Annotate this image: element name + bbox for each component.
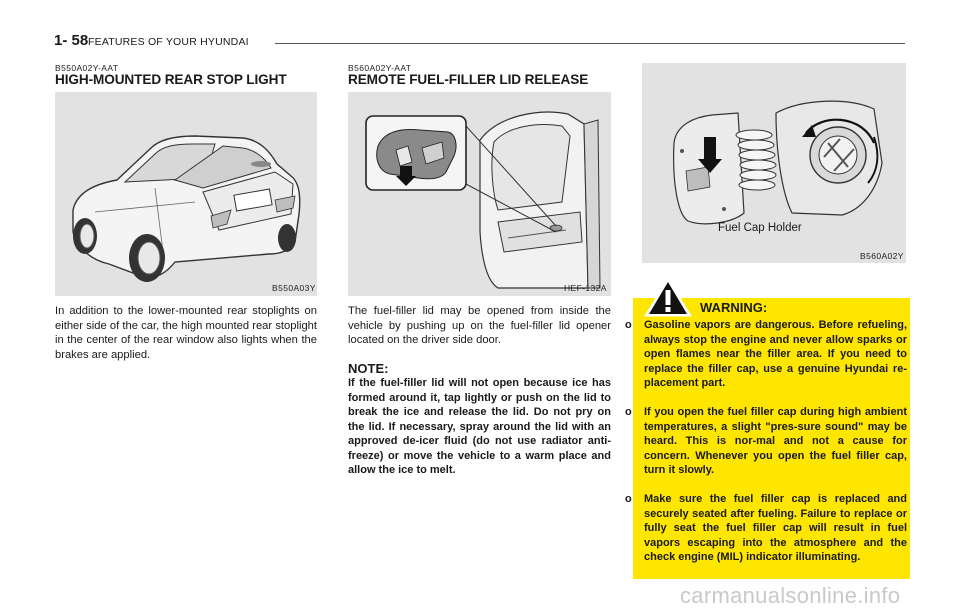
warning-bullet: o bbox=[625, 406, 632, 418]
car-rear-illustration bbox=[55, 92, 317, 296]
section-title: FEATURES OF YOUR HYUNDAI bbox=[88, 36, 249, 48]
fuel-lid-release-figure bbox=[348, 92, 611, 296]
middle-section-code: B560A02Y-AAT bbox=[348, 63, 412, 73]
left-figure-code: B550A03Y bbox=[272, 283, 316, 293]
warning-bullet: o bbox=[625, 319, 632, 331]
warning-title: WARNING: bbox=[700, 300, 768, 315]
warning-item: o Gasoline vapors are dangerous. Before refueling, always stop the engine and never allow sparks or open flames near the filler area. If you need to replace the filler cap, use a genuine Hyundai re-placement part. bbox=[625, 319, 907, 389]
left-section-code: B550A02Y-AAT bbox=[55, 63, 119, 73]
door-panel-illustration bbox=[348, 92, 611, 296]
warning-item: o Make sure the fuel filler cap is replaced and securely seated after fueling. Failure to replace or fully seat the fuel filler cap will result in fuel vapors escaping into the atmosphere and the check engine (MIL) indicator illuminating. bbox=[625, 493, 907, 563]
warning-bullet: o bbox=[625, 493, 632, 505]
note-body: If the fuel-filler lid will not open because ice has formed around it, tap lightly or push on the lid to break the ice and release the lid. Do not pry on the lid. If necessary, spray around the lid with an approved de-icer fluid (do not use radiator anti-freeze) or move the vehicle to a warm place and allow the ice to melt. bbox=[348, 377, 611, 476]
watermark: carmanualsonline.info bbox=[680, 583, 901, 608]
warning-icon bbox=[643, 276, 693, 323]
warning-item: o If you open the fuel filler cap during high ambient temperatures, a slight "pres-sure sound" may be heard. This is nor-mal and not a cause for concern. Whenever you open the fuel filler cap, turn it slowly. bbox=[625, 406, 907, 476]
header-rule bbox=[275, 43, 905, 44]
left-body-text: In addition to the lower-mounted rear stoplights on either side of the car, the high mounted rear stoplight in the center of the rear window also lights when the brakes are applied. bbox=[55, 305, 317, 362]
right-figure-code: B560A02Y bbox=[860, 251, 904, 261]
middle-body-text: The fuel-filler lid may be opened from inside the vehicle by pushing up on the fuel-filler lid opener located on the driver side door. bbox=[348, 305, 611, 347]
middle-figure-code: HEF-132A bbox=[564, 283, 607, 293]
stop-light-figure bbox=[55, 92, 317, 296]
left-section-title: HIGH-MOUNTED REAR STOP LIGHT bbox=[55, 72, 287, 87]
page-number: 1- 58 bbox=[54, 32, 89, 49]
fuel-cap-holder-label: Fuel Cap Holder bbox=[718, 222, 802, 234]
middle-section-title: REMOTE FUEL-FILLER LID RELEASE bbox=[348, 72, 589, 87]
note-heading: NOTE: bbox=[348, 361, 389, 376]
